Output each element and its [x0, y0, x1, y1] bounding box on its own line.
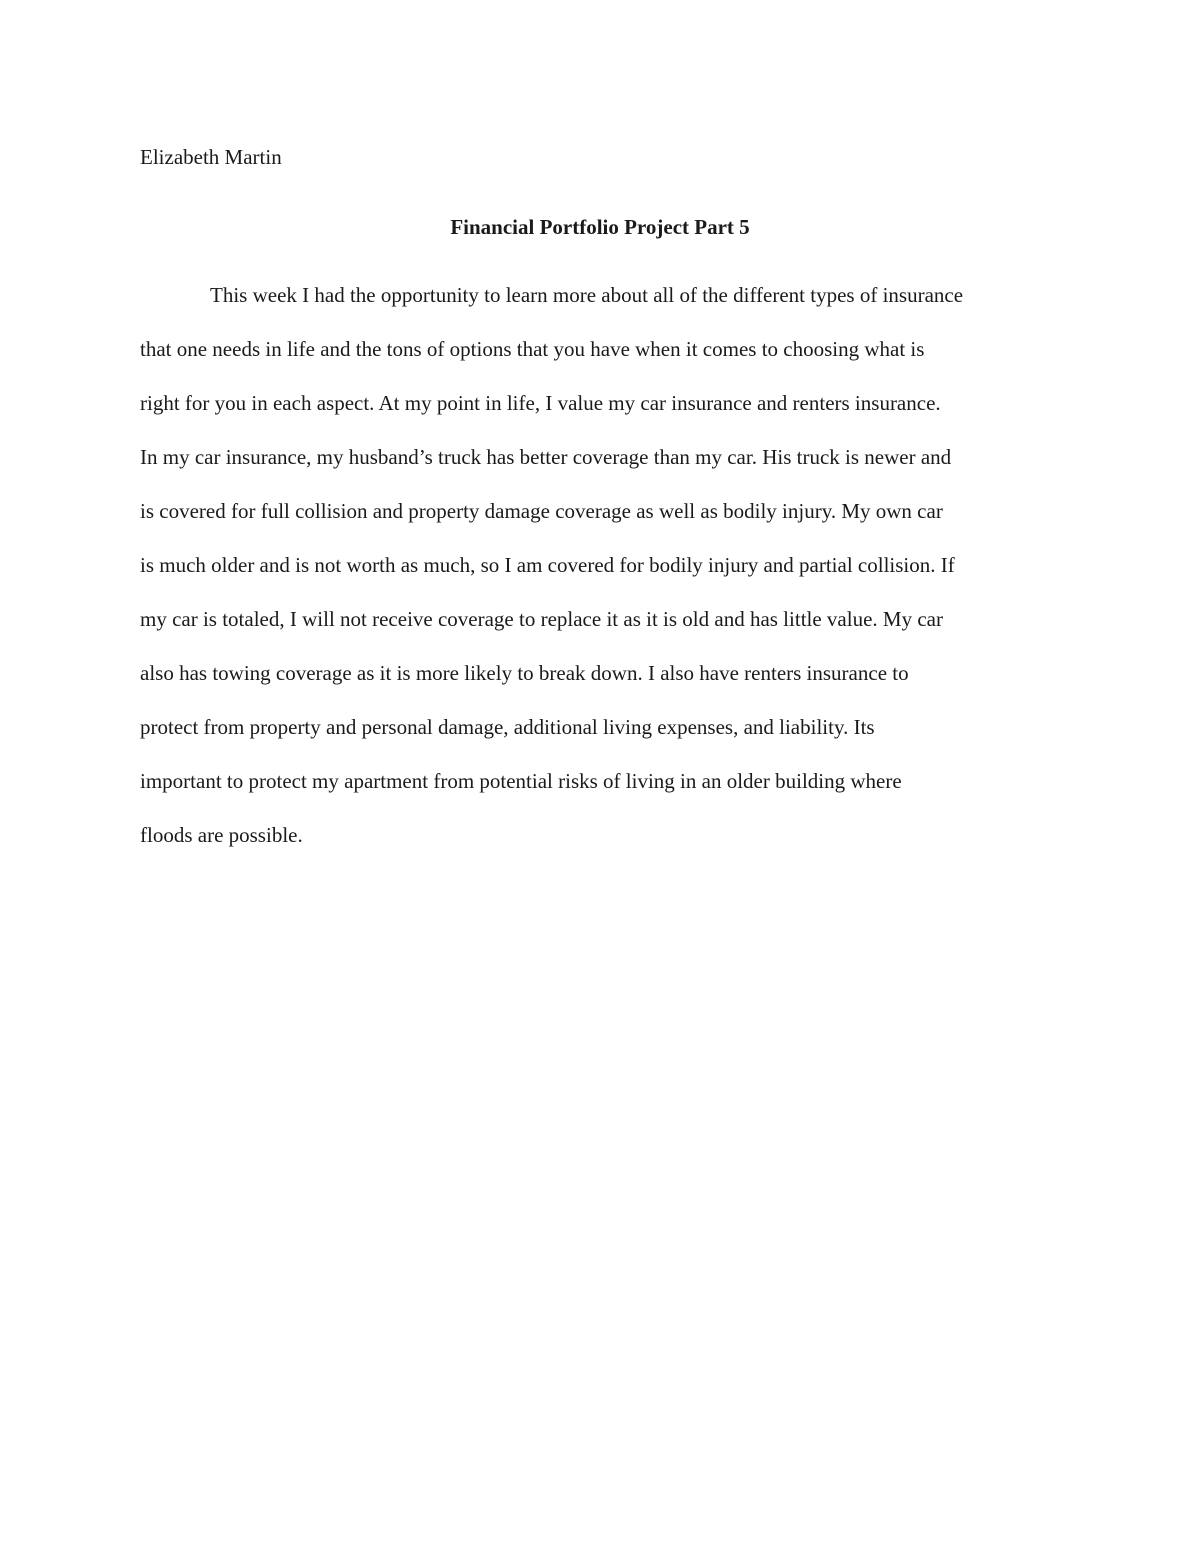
- body-line: floods are possible.: [140, 823, 303, 847]
- body-line: protect from property and personal damage, additional living expenses, and liability. Its: [140, 715, 875, 739]
- body-line: important to protect my apartment from potential risks of living in an older building where: [140, 769, 902, 793]
- body-line: is covered for full collision and property damage coverage as well as bodily injury. My own car: [140, 499, 943, 523]
- body-line: This week I had the opportunity to learn more about all of the different types of insurance: [210, 283, 964, 307]
- body-paragraph: [140, 280, 1080, 874]
- body-line: my car is totaled, I will not receive coverage to replace it as it is old and has little value. My car: [140, 607, 943, 631]
- body-line: that one needs in life and the tons of options that you have when it comes to choosing what is: [140, 337, 925, 361]
- author-name: Elizabeth Martin: [140, 145, 282, 169]
- body-line: right for you in each aspect. At my point in life, I value my car insurance and renters insurance.: [140, 391, 941, 415]
- body-line: In my car insurance, my husband’s truck has better coverage than my car. His truck is newer and: [140, 445, 952, 469]
- document-title: Financial Portfolio Project Part 5: [450, 215, 750, 239]
- body-line: is much older and is not worth as much, so I am covered for bodily injury and partial collision. If: [140, 553, 955, 577]
- body-line: also has towing coverage as it is more likely to break down. I also have renters insurance to: [140, 661, 909, 685]
